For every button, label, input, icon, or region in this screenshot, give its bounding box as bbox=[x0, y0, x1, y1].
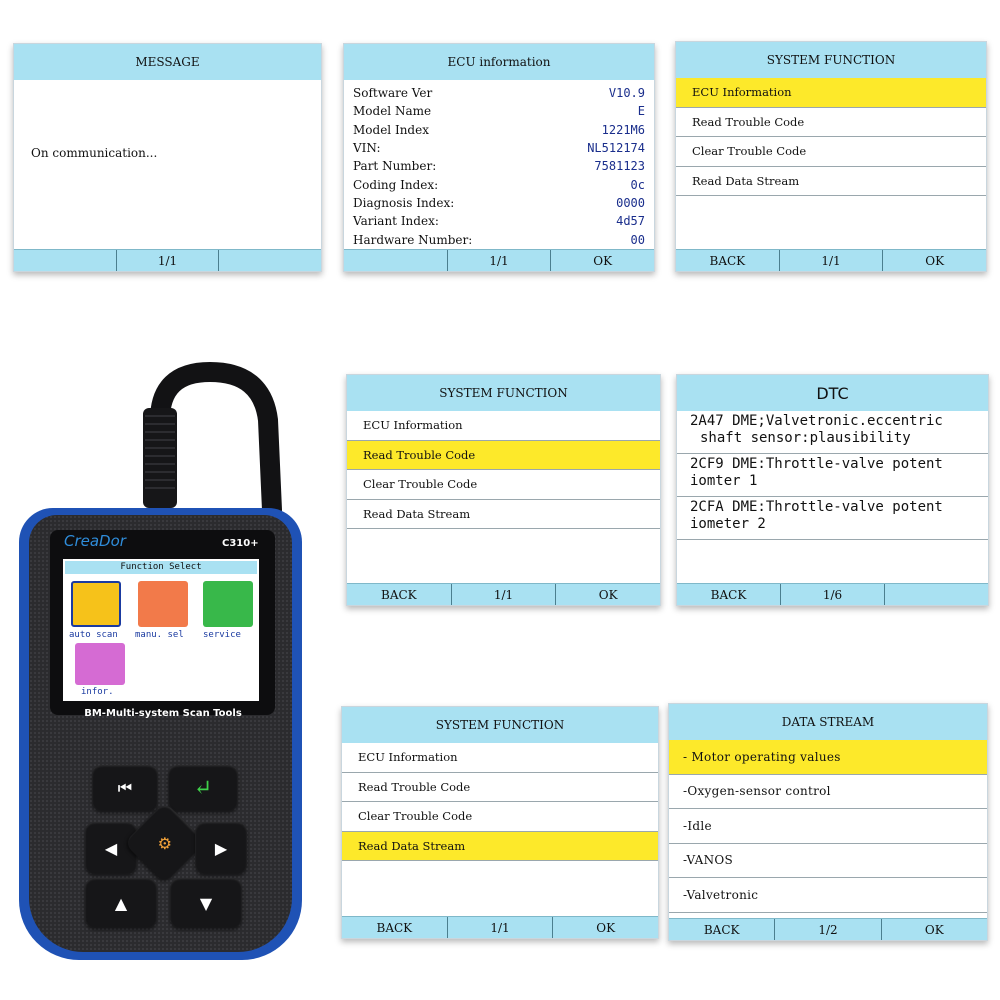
down-button[interactable]: ▼ bbox=[170, 878, 242, 928]
ecu-information-screen bbox=[343, 43, 655, 272]
menu-item-clear-trouble-code[interactable]: Clear Trouble Code bbox=[347, 470, 660, 500]
system-function-menu bbox=[342, 743, 658, 861]
menu-item-ecu-information[interactable]: ECU Information bbox=[347, 411, 660, 441]
ecu-info-value: V10.9 bbox=[608, 86, 645, 101]
lcd-label-information: infor. bbox=[81, 687, 114, 697]
ecu-info-key: Variant Index: bbox=[353, 214, 439, 229]
lcd-label-auto-scan: auto scan bbox=[69, 630, 118, 640]
data-stream-item[interactable]: -Idle bbox=[669, 809, 987, 844]
obd-cable bbox=[0, 360, 320, 520]
ecu-info-value: 4d57 bbox=[616, 214, 645, 229]
page-indicator: 1/1 bbox=[451, 584, 556, 605]
ok-button[interactable]: OK bbox=[882, 250, 986, 271]
ecu-info-row bbox=[353, 157, 645, 175]
data-stream-item[interactable]: - Motor operating values bbox=[669, 740, 987, 775]
dtc-item[interactable] bbox=[677, 411, 988, 454]
dtc-description-line: shaft sensor:plausibility bbox=[700, 430, 911, 446]
system-function-menu bbox=[347, 411, 660, 529]
data-stream-item[interactable]: -Oxygen-sensor control bbox=[669, 775, 987, 810]
footer-left-button[interactable] bbox=[344, 250, 447, 271]
panel-footer bbox=[342, 916, 658, 938]
dtc-code-line: 2CFA DME:Throttle-valve potent bbox=[690, 499, 943, 515]
ecu-info-value: 0c bbox=[630, 177, 645, 192]
ecu-info-row bbox=[353, 139, 645, 157]
ecu-info-value: E bbox=[637, 104, 645, 119]
menu-item-read-data-stream[interactable]: Read Data Stream bbox=[347, 500, 660, 530]
ecu-info-key: Software Ver bbox=[353, 86, 433, 101]
page-indicator: 1/1 bbox=[116, 250, 219, 271]
enter-button[interactable]: ↵ bbox=[168, 765, 238, 811]
ecu-info-key: VIN: bbox=[353, 141, 381, 156]
page-indicator: 1/6 bbox=[780, 584, 884, 605]
dtc-description-line: iomter 1 bbox=[690, 473, 758, 489]
ecu-info-row bbox=[353, 121, 645, 139]
scan-tool-device bbox=[0, 360, 320, 960]
ecu-info-value: 1221M6 bbox=[601, 122, 645, 137]
panel-title: SYSTEM FUNCTION bbox=[676, 42, 986, 78]
panel-title: DTC bbox=[677, 375, 988, 411]
data-stream-item[interactable]: -VANOS bbox=[669, 844, 987, 879]
ecu-info-key: Model Name bbox=[353, 104, 432, 119]
message-text: On communication... bbox=[31, 146, 158, 160]
ok-button[interactable]: OK bbox=[881, 919, 987, 940]
page-indicator: 1/1 bbox=[447, 250, 551, 271]
lcd-title: Function Select bbox=[65, 561, 257, 574]
ecu-info-row bbox=[353, 194, 645, 212]
manual-select-icon[interactable] bbox=[138, 581, 188, 627]
panel-footer bbox=[676, 249, 986, 271]
dtc-item[interactable] bbox=[677, 497, 988, 540]
data-stream-screen bbox=[668, 703, 988, 941]
system-function-menu bbox=[676, 78, 986, 196]
service-icon[interactable] bbox=[203, 581, 253, 627]
ok-button[interactable]: OK bbox=[552, 917, 658, 938]
rewind-button[interactable]: ⏮ bbox=[92, 765, 158, 811]
footer-right-button[interactable] bbox=[218, 250, 321, 271]
back-button[interactable]: BACK bbox=[703, 922, 740, 937]
footer-right-button[interactable] bbox=[884, 584, 988, 605]
panel-footer bbox=[14, 249, 321, 271]
panel-title: ECU information bbox=[344, 44, 654, 80]
panel-title: MESSAGE bbox=[14, 44, 321, 80]
left-button[interactable]: ◀ bbox=[85, 822, 137, 874]
message-screen bbox=[13, 43, 322, 272]
menu-item-read-data-stream[interactable]: Read Data Stream bbox=[676, 167, 986, 197]
ecu-info-row bbox=[353, 84, 645, 102]
back-button[interactable]: BACK bbox=[710, 587, 747, 602]
ecu-info-value: NL512174 bbox=[587, 141, 645, 156]
lcd-label-manual-select: manu. sel bbox=[135, 630, 184, 640]
brand-logo: CreaDor bbox=[64, 532, 126, 550]
ok-button[interactable]: OK bbox=[550, 250, 654, 271]
menu-item-clear-trouble-code[interactable]: Clear Trouble Code bbox=[342, 802, 658, 832]
page-indicator: 1/1 bbox=[447, 917, 553, 938]
dtc-screen bbox=[676, 374, 989, 606]
panel-footer bbox=[669, 918, 987, 940]
data-stream-list bbox=[669, 740, 987, 913]
system-function-screen-1 bbox=[675, 41, 987, 272]
ecu-info-value: 7581123 bbox=[594, 159, 645, 174]
panel-footer bbox=[344, 249, 654, 271]
menu-item-clear-trouble-code[interactable]: Clear Trouble Code bbox=[676, 137, 986, 167]
ecu-info-key: Model Index bbox=[353, 122, 429, 137]
menu-item-read-trouble-code[interactable]: Read Trouble Code bbox=[676, 108, 986, 138]
menu-item-read-data-stream[interactable]: Read Data Stream bbox=[342, 832, 658, 862]
dtc-code-line: 2A47 DME;Valvetronic.eccentric bbox=[690, 413, 943, 429]
dtc-item[interactable] bbox=[677, 454, 988, 497]
dtc-list bbox=[677, 411, 988, 540]
panel-footer bbox=[347, 583, 660, 605]
menu-item-ecu-information[interactable]: ECU Information bbox=[342, 743, 658, 773]
ecu-info-value: 00 bbox=[630, 232, 645, 247]
back-button[interactable]: BACK bbox=[381, 587, 417, 602]
panel-footer bbox=[677, 583, 988, 605]
panel-title: SYSTEM FUNCTION bbox=[347, 375, 660, 411]
lcd-label-service: service bbox=[203, 630, 241, 640]
system-function-screen-3 bbox=[341, 706, 659, 939]
panel-title: DATA STREAM bbox=[669, 704, 987, 740]
ecu-info-row bbox=[353, 175, 645, 193]
ecu-info-row bbox=[353, 102, 645, 120]
page-indicator: 1/1 bbox=[779, 250, 883, 271]
information-icon[interactable] bbox=[75, 643, 125, 685]
ok-button[interactable]: OK bbox=[555, 584, 660, 605]
ecu-info-row bbox=[353, 212, 645, 230]
ecu-info-key: Part Number: bbox=[353, 159, 437, 174]
back-button[interactable]: BACK bbox=[376, 920, 413, 935]
menu-item-read-trouble-code[interactable]: Read Trouble Code bbox=[342, 773, 658, 803]
ecu-info-key: Coding Index: bbox=[353, 177, 439, 192]
auto-scan-icon[interactable] bbox=[71, 581, 121, 627]
system-function-screen-2 bbox=[346, 374, 661, 606]
model-label: C310+ bbox=[222, 538, 259, 549]
page-indicator: 1/2 bbox=[774, 919, 880, 940]
footer-left-button[interactable] bbox=[14, 250, 116, 271]
device-lcd bbox=[63, 559, 259, 701]
right-button[interactable]: ▶ bbox=[195, 822, 247, 874]
up-button[interactable]: ▲ bbox=[85, 878, 157, 928]
dtc-description-line: iometer 2 bbox=[690, 516, 766, 532]
ecu-info-value: 0000 bbox=[616, 195, 645, 210]
dtc-code-line: 2CF9 DME:Throttle-valve potent bbox=[690, 456, 943, 472]
device-caption: BM-Multi-system Scan Tools bbox=[84, 708, 242, 719]
menu-item-ecu-information[interactable]: ECU Information bbox=[676, 78, 986, 108]
data-stream-item[interactable]: -Valvetronic bbox=[669, 878, 987, 913]
ecu-info-list bbox=[353, 84, 645, 249]
panel-title: SYSTEM FUNCTION bbox=[342, 707, 658, 743]
ecu-info-row bbox=[353, 230, 645, 248]
ecu-info-key: Diagnosis Index: bbox=[353, 195, 455, 210]
back-button[interactable]: BACK bbox=[709, 253, 746, 268]
ecu-info-key: Hardware Number: bbox=[353, 232, 473, 247]
menu-item-read-trouble-code[interactable]: Read Trouble Code bbox=[347, 441, 660, 471]
gear-icon: ⚙ bbox=[157, 833, 173, 853]
